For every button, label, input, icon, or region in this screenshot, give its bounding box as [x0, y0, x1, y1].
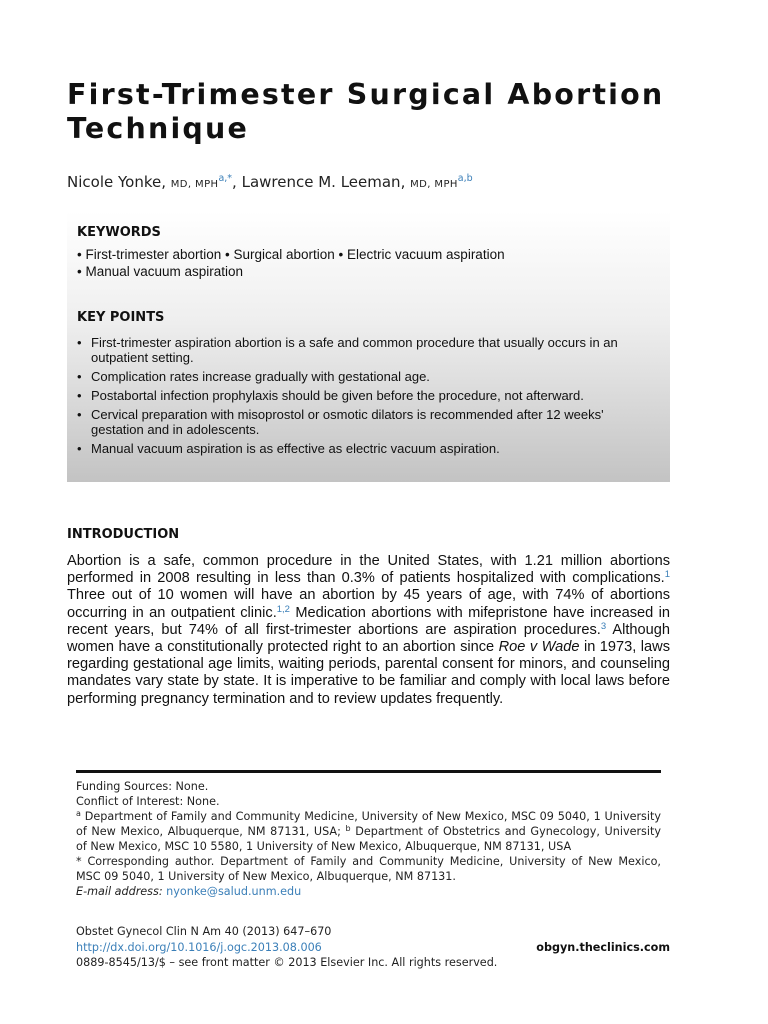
introduction-heading: INTRODUCTION — [67, 527, 180, 542]
author-name: Nicole Yonke, — [67, 173, 166, 191]
case-name: Roe v Wade — [498, 639, 580, 656]
intro-text: Medication abortions with mifepristone have increased in recent years, but 74% of all first-trimester abortions are aspiration procedures. — [67, 604, 670, 638]
author-line — [67, 173, 473, 191]
funding-note: Funding Sources: None. — [76, 780, 209, 793]
intro-text: Three out of 10 women will have an abortion by 45 years of age, with 74% of abortions occurring in an outpatient clinic. — [67, 587, 670, 621]
key-points-list — [77, 335, 657, 460]
intro-text: Although women have a constitutionally protected right to an abortion since — [67, 621, 670, 656]
email-label: E-mail address: — [76, 885, 163, 898]
reference-link[interactable]: 1,2 — [276, 603, 290, 615]
reference-link[interactable]: 3 — [600, 620, 607, 632]
keywords-line: • Manual vacuum aspiration — [77, 264, 244, 279]
author-affiliation-ref[interactable]: a,* — [218, 173, 233, 184]
corresponding-author-note: * Corresponding author. Department of Family and Community Medicine, University of New Mexico, MSC 09 5040, 1 University of New Mexico, Albuquerque, NM 87131. — [76, 855, 661, 883]
article-title: First-Trimester Surgical Abortion Technique — [67, 78, 665, 145]
affiliation-marker: a — [76, 809, 81, 818]
footnotes — [76, 779, 661, 899]
doi-link[interactable]: http://dx.doi.org/10.1016/j.ogc.2013.08.006 — [76, 940, 322, 954]
reference-link[interactable]: 1 — [664, 569, 670, 581]
author-name: Lawrence M. Leeman, — [241, 173, 406, 191]
affiliations-note — [76, 809, 661, 854]
intro-text: Abortion is a safe, common procedure in the United States, with 1.21 million abortions performed in 2008 resulting in less than 0.3% of patients hospitalized with complications. — [67, 553, 670, 587]
author-affiliation-ref[interactable]: a,b — [457, 173, 473, 184]
author-degrees: MD, MPH — [170, 179, 219, 190]
introduction-paragraph — [67, 553, 670, 708]
journal-site-link[interactable]: obgyn.theclinics.com — [536, 940, 670, 954]
journal-citation: Obstet Gynecol Clin N Am 40 (2013) 647–670 — [76, 925, 332, 938]
key-point-item: • Manual vacuum aspiration is as effective as electric vacuum aspiration. — [77, 441, 657, 456]
affiliation-text: Department of Obstetrics and Gynecology, University of New Mexico, MSC 10 5580, 1 University of New Mexico, Albuquerque, NM 87131, USA — [76, 825, 661, 853]
conflict-note: Conflict of Interest: None. — [76, 795, 220, 808]
footnote-divider — [76, 770, 661, 773]
key-point-item: • Cervical preparation with misoprostol or osmotic dilators is recommended after 12 weeks' gestation and in adolescents. — [77, 407, 657, 437]
keywords-keypoints-box — [67, 211, 670, 482]
key-point-item: • First-trimester aspiration abortion is a safe and common procedure that usually occurs in an outpatient setting. — [77, 335, 657, 365]
keywords-line: • First-trimester abortion • Surgical abortion • Electric vacuum aspiration — [77, 247, 505, 262]
copyright-line: 0889-8545/13/$ – see front matter © 2013 Elsevier Inc. All rights reserved. — [76, 956, 498, 969]
key-points-heading: KEY POINTS — [77, 310, 165, 325]
keywords-heading: KEYWORDS — [77, 225, 161, 240]
affiliation-text: Department of Family and Community Medicine, University of New Mexico, MSC 09 5040, 1 University of New Mexico, Albuquerque, NM 87131, USA; — [76, 810, 661, 838]
key-point-item: • Postabortal infection prophylaxis should be given before the procedure, not afterward. — [77, 388, 657, 403]
citation-block — [76, 924, 670, 971]
key-point-item: • Complication rates increase gradually with gestational age. — [77, 369, 657, 384]
email-note — [76, 884, 661, 899]
email-link[interactable]: nyonke@salud.unm.edu — [166, 885, 302, 898]
affiliation-marker: b — [345, 824, 351, 833]
author-degrees: MD, MPH — [410, 179, 458, 190]
author-separator: , — [232, 173, 237, 191]
intro-text: in 1973, laws regarding gestational age limits, waiting periods, parental consent for minors, and counseling mandates vary state by state. It is imperative to be familiar and comply with local laws before performing pregnancy termination and to review updates frequently. — [67, 639, 670, 707]
